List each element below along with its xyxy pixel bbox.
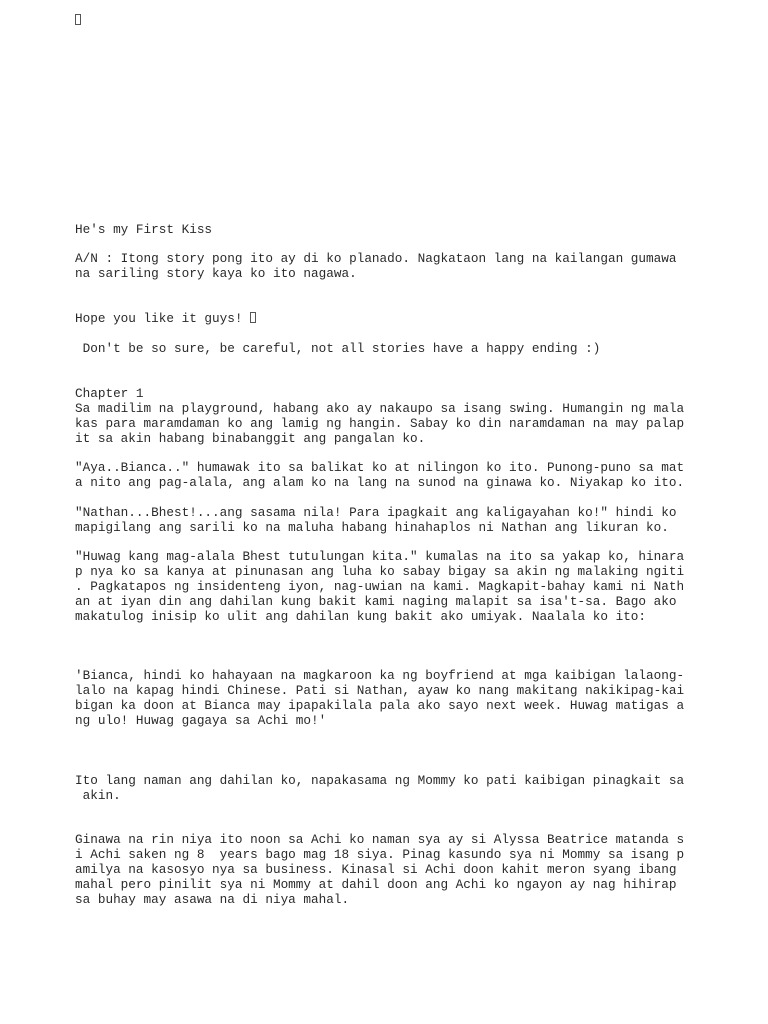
paragraph-line: 'Bianca, hindi ko hahayaan na magkaroon ka ng boyfriend at mga kaibigan lalaong- [75,668,685,683]
paragraph-line: lalo na kapag hindi Chinese. Pati si Nathan, ayaw ko nang makitang nakikipag-kai [75,683,685,698]
paragraph-line: "Aya..Bianca.." humawak ito sa balikat ko at nilingon ko ito. Punong-puno sa mat [75,460,685,475]
paragraph-line: . Pagkatapos ng insidenteng iyon, nag-uwian na kami. Magkapit-bahay kami ni Nath [75,579,685,594]
paragraph-line: mahal pero pinilit sya ni Mommy at dahil doon ang Achi ko ngayon ay nag hihirap [75,877,677,892]
paragraph-line: i Achi saken ng 8 years bago mag 18 siya. Pinag kasundo sya ni Mommy sa isang p [75,847,685,862]
paragraph-line: mapigilang ang sarili ko na maluha habang hinahaplos ni Nathan ang likuran ko. [75,520,669,535]
paragraph-line: ng ulo! Huwag gagaya sa Achi mo!' [75,713,327,728]
paragraph-line: a nito ang pag-alala, ang alam ko na lang na sunod na ginawa ko. Niyakap ko ito. [75,475,685,490]
paragraph-line: p nya ko sa kanya at pinunasan ang luha ko sabay bigay sa akin ng malaking ngiti [75,564,685,579]
author-note-line: A/N : Itong story pong ito ay di ko planado. Nagkataon lang na kailangan gumawa [75,251,677,266]
author-note-line: na sariling story kaya ko ito nagawa. [75,266,357,281]
paragraph-line: "Nathan...Bhest!...ang sasama nila! Para ipagkait ang kaligayahan ko!" hindi ko [75,505,677,520]
paragraph-line: Ito lang naman ang dahilan ko, napakasama ng Mommy ko pati kaibigan pinagkait sa [75,773,685,788]
paragraph-line: sa buhay may asawa na di niya mahal. [75,892,350,907]
paragraph-line: makatulog inisip ko ulit ang dahilan kung bakit ako umiyak. Naalala ko ito: [75,609,647,624]
paragraph-line: amilya na kasosyo nya sa business. Kinasal si Achi doon kahit meron syang ibang [75,862,677,877]
missing-glyph-icon [250,311,256,326]
missing-glyph-icon [75,13,81,28]
paragraph-line: Ginawa na rin niya ito noon sa Achi ko naman sya ay si Alyssa Beatrice matanda s [75,832,685,847]
paragraph-line: an at iyan din ang dahilan kung bakit kami naging malapit sa isa't-sa. Bago ako [75,594,677,609]
warning-line: Don't be so sure, be careful, not all stories have a happy ending :) [75,341,601,356]
story-title: He's my First Kiss [75,222,213,237]
paragraph-line: kas para maramdaman ko ang lamig ng hangin. Sabay ko din naramdaman na may palap [75,416,685,431]
paragraph-line: Sa madilim na playground, habang ako ay nakaupo sa isang swing. Humangin ng mala [75,401,685,416]
paragraph-line: it sa akin habang binabanggit ang pangalan ko. [75,431,426,446]
hope-text: Hope you like it guys! [75,311,251,326]
chapter-heading: Chapter 1 [75,386,144,401]
paragraph-line: akin. [75,788,121,803]
paragraph-line: bigan ka doon at Bianca may ipapakilala pala ako sayo next week. Huwag matigas a [75,698,685,713]
hope-line [75,311,256,326]
paragraph-line: "Huwag kang mag-alala Bhest tutulungan kita." kumalas na ito sa yakap ko, hinara [75,549,685,564]
